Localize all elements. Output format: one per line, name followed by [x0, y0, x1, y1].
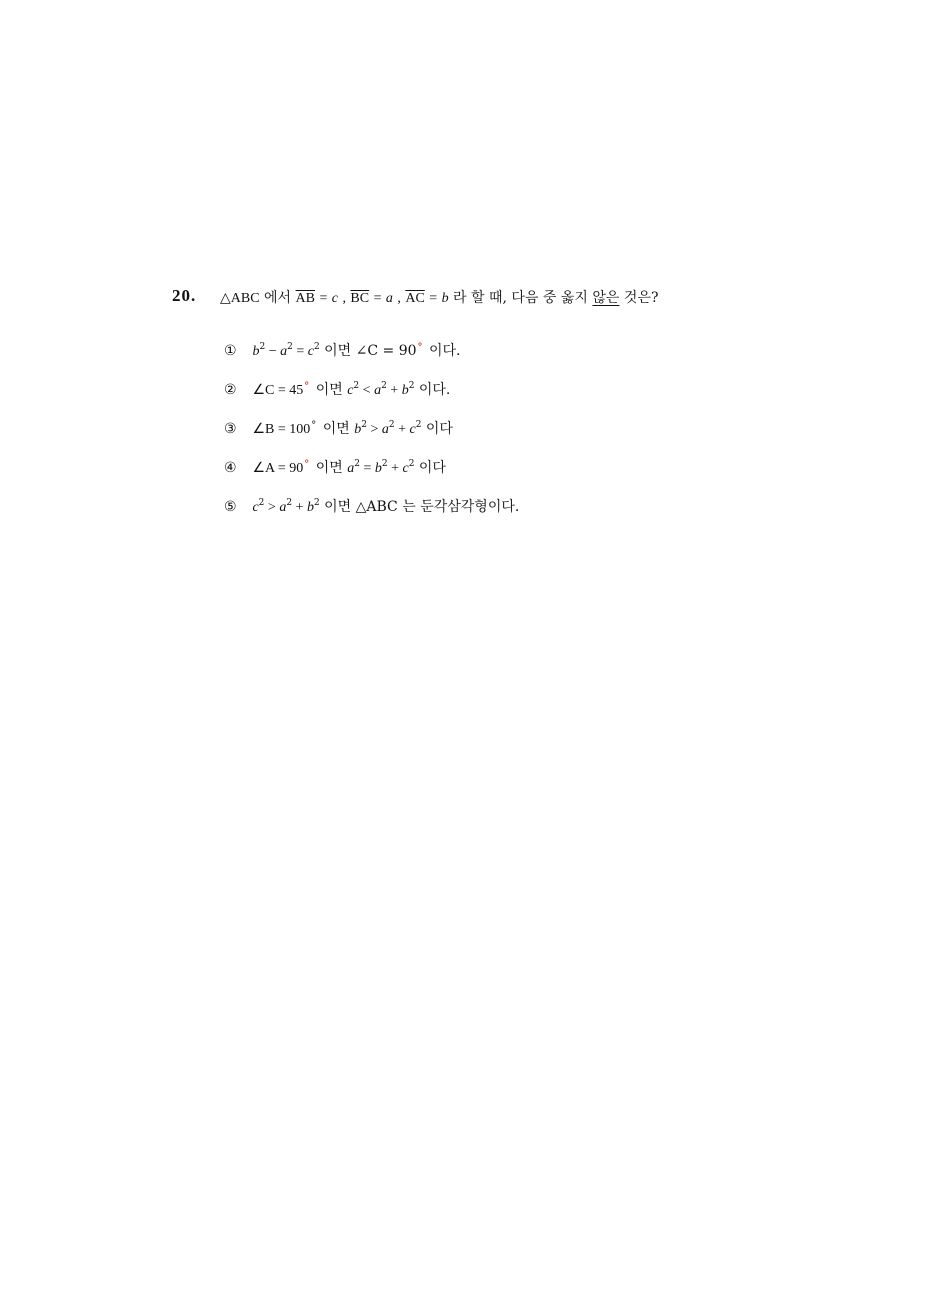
var-c: c	[331, 291, 339, 306]
choice-1[interactable]	[224, 341, 519, 380]
choice-list	[224, 341, 519, 536]
question-number: 20.	[172, 286, 197, 305]
choice-3[interactable]	[224, 419, 519, 458]
degree-mark: °	[304, 459, 310, 470]
degree-mark: °	[417, 342, 423, 353]
question-stem: △ABC 에서 $\overline{AB} = c$ , $\overline{BC} = a$ , $\overline{AC} = b$ 라 할 때, 다음 중 옳지 않은 것은?	[220, 290, 659, 306]
degree-mark: °	[311, 420, 317, 431]
segment-bc: $\overline{BC}$	[350, 291, 370, 306]
var-a: a	[385, 291, 393, 306]
choice-text: ∠B = 100° 이면 $b^2 > a^2 + c^2$ 이다	[252, 420, 453, 437]
var-b: b	[441, 291, 449, 306]
choice-number: ④	[224, 460, 237, 476]
stem-ask-end: 것은?	[623, 290, 659, 306]
stem-ask: 라 할 때, 다음 중 옳지	[453, 290, 588, 306]
choice-number: ①	[224, 343, 237, 359]
segment-ab: $\overline{AB}$	[295, 291, 315, 306]
choice-4[interactable]	[224, 458, 519, 497]
choice-number: ⑤	[224, 499, 237, 515]
choice-number: ②	[224, 382, 237, 398]
degree-mark: °	[304, 381, 310, 392]
choice-number: ③	[224, 421, 237, 437]
segment-ac: $\overline{AC}$	[405, 291, 425, 306]
choice-text: $b^2 - a^2 = c^2$ 이면 ∠C = 90° 이다.	[252, 342, 461, 359]
choice-2[interactable]	[224, 380, 519, 419]
choice-text: $c^2 > a^2 + b^2$ 이면 △ABC 는 둔각삼각형이다.	[252, 498, 520, 515]
stem-underlined: 않은	[592, 290, 620, 306]
triangle-label: △ABC	[220, 291, 260, 306]
choice-text: ∠A = 90° 이면 $a^2 = b^2 + c^2$ 이다	[252, 459, 446, 476]
choice-text: ∠C = 45° 이면 $c^2 < a^2 + b^2$ 이다.	[252, 381, 451, 398]
stem-text: 에서	[264, 290, 292, 306]
choice-5[interactable]	[224, 497, 519, 536]
